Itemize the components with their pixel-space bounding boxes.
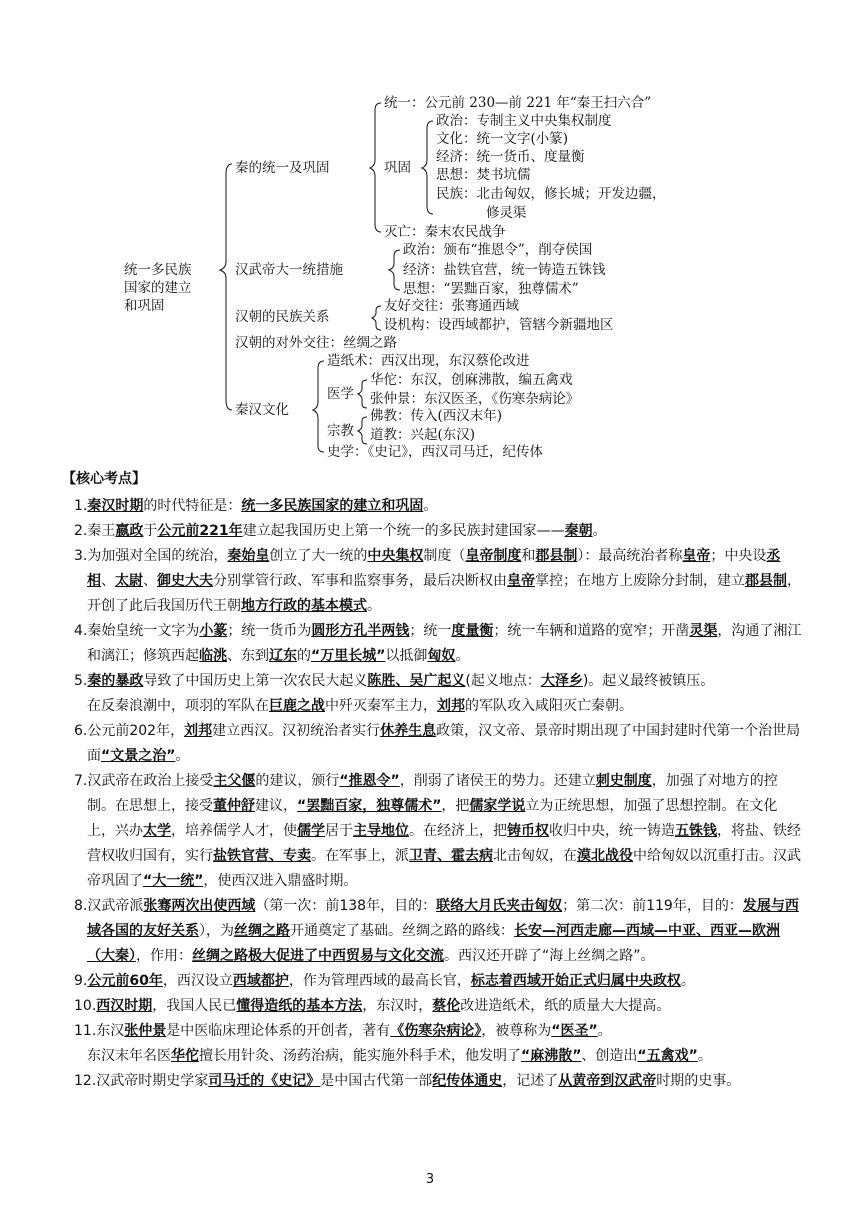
text: ，作用：: [136, 948, 192, 964]
keyword: 发展与西域各国的友好关系: [87, 898, 799, 939]
key-point-8: [74, 894, 804, 969]
culture-zhang: 张仲景：东汉医圣，《伤寒杂病论》: [370, 391, 580, 407]
qin-thought: 思想：焚书坑儒: [436, 167, 531, 183]
text: 开通奠定了基础。丝绸之路的路线：: [290, 923, 514, 939]
text: 的建议，颁行: [255, 773, 340, 789]
text: ，将盐、铁经营权收归国有，实行: [87, 823, 801, 864]
text: 在反秦浪潮中，项羽的军队在: [87, 698, 269, 714]
keyword: 皇帝: [507, 573, 535, 589]
key-point-3: [74, 544, 804, 619]
text: 的: [297, 648, 311, 664]
keyword: 秦始皇: [227, 548, 270, 564]
culture-history: 史学：《史记》，西汉司马迁，纪传体: [327, 444, 543, 460]
culture-paper: 造纸术：西汉出现，东汉蔡伦改进: [327, 353, 530, 369]
keyword: 张骞两次出使西域: [143, 898, 256, 914]
keyword: 丝绸之路极大促进了中西贸易与文化交流: [192, 948, 444, 964]
text: 的时代特征是：: [143, 498, 242, 514]
diagram-root-line3: 和巩固: [124, 298, 165, 314]
key-point-12: [74, 1069, 804, 1094]
text: 中歼灭秦军主力，: [325, 698, 437, 714]
culture-buddhism: 佛教：传入(西汉末年): [370, 408, 503, 424]
text: 。: [175, 748, 190, 764]
key-point-1: [74, 494, 804, 519]
text: 4.秦始皇统一文字为: [74, 623, 200, 639]
qin-ethnic-cont: 修灵渠: [486, 205, 527, 221]
keyword: “推恩令”: [339, 773, 400, 789]
text: 和: [521, 548, 536, 564]
qin-culture: 文化：统一文字(小篆): [436, 131, 569, 147]
keyword: 张仲景: [124, 1023, 167, 1039]
han-ethnic-friendly: 友好交往：张骞通西域: [384, 298, 519, 314]
text: ，记述了: [502, 1073, 559, 1089]
keyword: 西域都护: [232, 973, 289, 989]
text: 3.为加强对全国的统治，: [74, 548, 228, 564]
text: 11.东汉: [74, 1023, 125, 1039]
text: 1.: [74, 498, 88, 514]
text: 改进造纸术，纸的质量大大提高。: [460, 998, 671, 1014]
keyword: “医圣”: [551, 1023, 598, 1039]
text: ，把: [441, 798, 470, 814]
keyword: 匈奴: [427, 648, 456, 664]
culture-huatuo: 华佗：东汉，创麻沸散，编五禽戏: [370, 372, 573, 388]
keyword: 五铢钱: [675, 823, 717, 839]
text: 。西汉还开辟了“海上丝绸之路”。: [444, 948, 655, 964]
keyword: 蔡伦: [432, 998, 461, 1014]
text: 导致了中国历史上第一次农民大起义: [143, 673, 368, 689]
text: )。起义最终被镇压。: [582, 673, 715, 689]
diagram-root-line2: 国家的建立: [124, 280, 192, 296]
text: 以抵御: [385, 648, 428, 664]
keyword: “五禽戏”: [637, 1048, 698, 1064]
key-point-10: [74, 994, 804, 1019]
text: 、东到: [227, 648, 269, 664]
text: 10.: [74, 998, 97, 1014]
culture-religion-label: 宗教: [327, 423, 354, 439]
culture-medicine-label: 医学: [327, 386, 354, 402]
text: ），为: [199, 923, 234, 939]
text: ；统一车辆和道路的宽窄；开凿: [493, 623, 690, 639]
text: ，使西汉进入鼎盛时期。: [203, 873, 358, 889]
text: ，削弱了诸侯王的势力。还建立: [399, 773, 596, 789]
key-point-11: [74, 1019, 804, 1044]
keyword: “大一统”: [143, 873, 204, 889]
keyword: 华佗: [171, 1048, 199, 1064]
text: 、创造出: [581, 1048, 638, 1064]
keyword: “麻沸散”: [521, 1048, 582, 1064]
text: 制度（: [423, 548, 466, 564]
han-measures-thought: 思想：“罢黜百家，独尊儒术”: [403, 281, 579, 297]
section-title: 【核心考点】: [62, 471, 146, 487]
text: 6.公元前202年，: [74, 723, 185, 739]
keyword: 卫青、霍去病: [409, 848, 493, 864]
keyword: “罢黜百家，独尊儒术”: [297, 798, 442, 814]
diagram-root-line1: 统一多民族: [124, 262, 192, 278]
culture-taoism: 道教：兴起(东汉): [370, 427, 476, 443]
text: ，开创了此后我国历代王朝: [87, 573, 801, 614]
keyword: 太尉: [115, 573, 143, 589]
text: ，加强了对地方的控制。在思想上，接受: [87, 773, 778, 814]
keyword: 盐铁官营、专卖: [213, 848, 311, 864]
qin-consolidate-label: 巩固: [384, 160, 411, 176]
text: 东汉末年名医: [87, 1048, 171, 1064]
han-measures-economy: 经济：盐铁官营，统一铸造五铢钱: [403, 262, 606, 278]
qin-economy: 经济：统一货币、度量衡: [436, 149, 585, 165]
text: 。: [680, 973, 695, 989]
key-point-9: [74, 969, 804, 994]
keyword: 懂得造纸的基本方法: [236, 998, 363, 1014]
text: 是中医临床理论体系的开创者，著有: [166, 1023, 391, 1039]
keyword: 大泽乡: [540, 673, 583, 689]
keyword: 纪传体通史: [432, 1073, 503, 1089]
text: 。: [697, 1048, 712, 1064]
text: 政策，汉文帝、景帝时期出现了中国封建时代第一个治世局面: [87, 723, 801, 764]
keyword: 郡县制: [535, 548, 578, 564]
keyword: 从黄帝到汉武帝: [558, 1073, 657, 1089]
keyword: 皇帝制度: [465, 548, 522, 564]
text: 、: [143, 573, 157, 589]
keyword: 主导地位: [353, 823, 409, 839]
han-measures-politics: 政治：颁布“推恩令”，削夺侯国: [403, 242, 593, 258]
page-number: 3: [425, 1172, 435, 1187]
text: 于: [143, 523, 158, 539]
text: 收归中央，统一铸造: [549, 823, 675, 839]
text: 。在经济上，把: [409, 823, 507, 839]
keyword: 董仲舒: [213, 798, 255, 814]
key-point-4: [74, 619, 804, 669]
keyword: 秦汉时期: [87, 498, 144, 514]
text: (起义地点：: [465, 673, 541, 689]
text: 立为正统思想，加强了思想控制。在文化上，兴办: [87, 798, 778, 839]
text: ，西汉设立: [162, 973, 233, 989]
keyword: 圆形方孔半两钱: [311, 623, 410, 639]
text: ；统一: [409, 623, 452, 639]
text: 9.: [74, 973, 88, 989]
keyword: 刺史制度: [595, 773, 652, 789]
text: 居于: [325, 823, 353, 839]
text: 建立西汉。汉初统治者实行: [212, 723, 381, 739]
keyword: 辽东: [269, 648, 297, 664]
text: 北击匈奴，在: [493, 848, 577, 864]
text: 掌控；在地方上废除分封制，建立: [535, 573, 745, 589]
keyword: 统一多民族国家的建立和巩固: [241, 498, 424, 514]
qin-label: 秦的统一及巩固: [235, 160, 330, 176]
keyword: 刘邦: [437, 698, 465, 714]
keyword: 嬴政: [115, 523, 144, 539]
text: ）：最高统治者称: [577, 548, 683, 564]
keyword: 长安—河西走廊—西域—中亚、西亚—欧洲（大秦）: [87, 923, 780, 964]
qin-fall: 灭亡：秦末农民战争: [384, 224, 506, 240]
text: ，我国人民已: [152, 998, 237, 1014]
keyword: 铸币权: [507, 823, 549, 839]
keyword: 灵渠: [689, 623, 718, 639]
keyword: 秦的暴政: [87, 673, 144, 689]
keyword: 丞相: [87, 548, 781, 589]
keyword: 度量衡: [451, 623, 494, 639]
keyword: 秦朝: [564, 523, 593, 539]
text: ；第二次：前119年，目的：: [562, 898, 743, 914]
keyword: 郡县制: [745, 573, 787, 589]
text: 分别掌管行政、军事和监察事务，最后决断权由: [213, 573, 507, 589]
text: 。: [592, 523, 607, 539]
text: 。: [423, 498, 438, 514]
key-point-7: [74, 769, 804, 894]
text: 是中国古代第一部: [320, 1073, 433, 1089]
key-point-5: [74, 669, 804, 694]
keyword: 公元前221年: [157, 523, 243, 539]
text: 的军队攻入咸阳灭亡秦朝。: [465, 698, 633, 714]
keyword: 小篆: [199, 623, 228, 639]
keyword: 主父偃: [213, 773, 256, 789]
keyword: 标志着西域开始正式归属中央政权: [470, 973, 681, 989]
keyword: 丝绸之路: [234, 923, 290, 939]
keyword: 漠北战役: [577, 848, 633, 864]
keyword: 公元前60年: [87, 973, 163, 989]
keyword: 联络大月氏夹击匈奴: [436, 898, 563, 914]
text: 创立了大一统的: [269, 548, 368, 564]
keyword: 休养生息: [380, 723, 437, 739]
keyword: 临洮: [199, 648, 227, 664]
keyword: 太学: [143, 823, 171, 839]
key-point-11-cont: [74, 1044, 804, 1069]
text: 5.: [74, 673, 88, 689]
han-measures-label: 汉武帝大一统措施: [235, 262, 343, 278]
text: ，培养儒学人才，使: [171, 823, 297, 839]
key-point-2: [74, 519, 804, 544]
text: 擅长用针灸、汤药治病，能实施外科手术，他发明了: [199, 1048, 521, 1064]
qin-ethnic: 民族：北击匈奴，修长城；开发边疆，: [436, 186, 666, 202]
text: 建立起我国历史上第一个统一的多民族封建国家——: [242, 523, 565, 539]
text: 。在军事上，派: [311, 848, 409, 864]
qin-unify: 统一：公元前 230—前 221 年“秦王扫六合”: [384, 95, 652, 111]
han-foreign: 汉朝的对外交往：丝绸之路: [235, 335, 397, 351]
text: 。: [367, 598, 381, 614]
text: 8.汉武帝派: [74, 898, 144, 914]
knowledge-structure-diagram: [0, 0, 860, 470]
keyword: 巨鹿之战: [269, 698, 325, 714]
key-point-5-cont: [74, 694, 804, 719]
keyword: 中央集权: [367, 548, 424, 564]
keyword: 刘邦: [184, 723, 213, 739]
keyword: 御史大夫: [157, 573, 213, 589]
text: 7.汉武帝在政治上接受: [74, 773, 214, 789]
text: 12.汉武帝时期史学家: [74, 1073, 209, 1089]
text: 。: [455, 648, 470, 664]
text: ，作为管理西域的最高长官，: [288, 973, 471, 989]
culture-label: 秦汉文化: [235, 402, 289, 418]
text: 中给匈奴以沉重打击。汉武帝巩固了: [87, 848, 801, 889]
text: ，沟通了湘江和漓江；修筑西起: [87, 623, 802, 664]
keyword: 儒学: [297, 823, 325, 839]
key-point-6: [74, 719, 804, 769]
keyword: 《伤寒杂病论》: [390, 1023, 482, 1039]
text: ，东汉时，: [362, 998, 433, 1014]
qin-politics: 政治：专制主义中央集权制度: [436, 113, 612, 129]
han-ethnic-label: 汉朝的民族关系: [235, 309, 330, 325]
text: 。: [597, 1023, 612, 1039]
keyword: “万里长城”: [311, 648, 386, 664]
keyword: “文景之治”: [101, 748, 176, 764]
keyword: 司马迁的《史记》: [208, 1073, 321, 1089]
keyword: 地方行政的基本模式: [241, 598, 367, 614]
han-ethnic-institution: 设机构：设西域都护，管辖今新疆地区: [384, 317, 614, 333]
text: 时期的史事。: [656, 1073, 741, 1089]
keyword: 陈胜、吴广起义: [367, 673, 466, 689]
key-points: [74, 494, 804, 1094]
text: 建议，: [255, 798, 297, 814]
text: 2.秦王: [74, 523, 116, 539]
keyword: 儒家学说: [469, 798, 526, 814]
text: ；统一货币为: [227, 623, 312, 639]
keyword: 皇帝: [682, 548, 711, 564]
text: 、: [101, 573, 115, 589]
text: ；中央设: [710, 548, 767, 564]
text: ，被尊称为: [481, 1023, 552, 1039]
keyword: 西汉时期: [96, 998, 153, 1014]
text: （第一次：前138年，目的：: [255, 898, 437, 914]
